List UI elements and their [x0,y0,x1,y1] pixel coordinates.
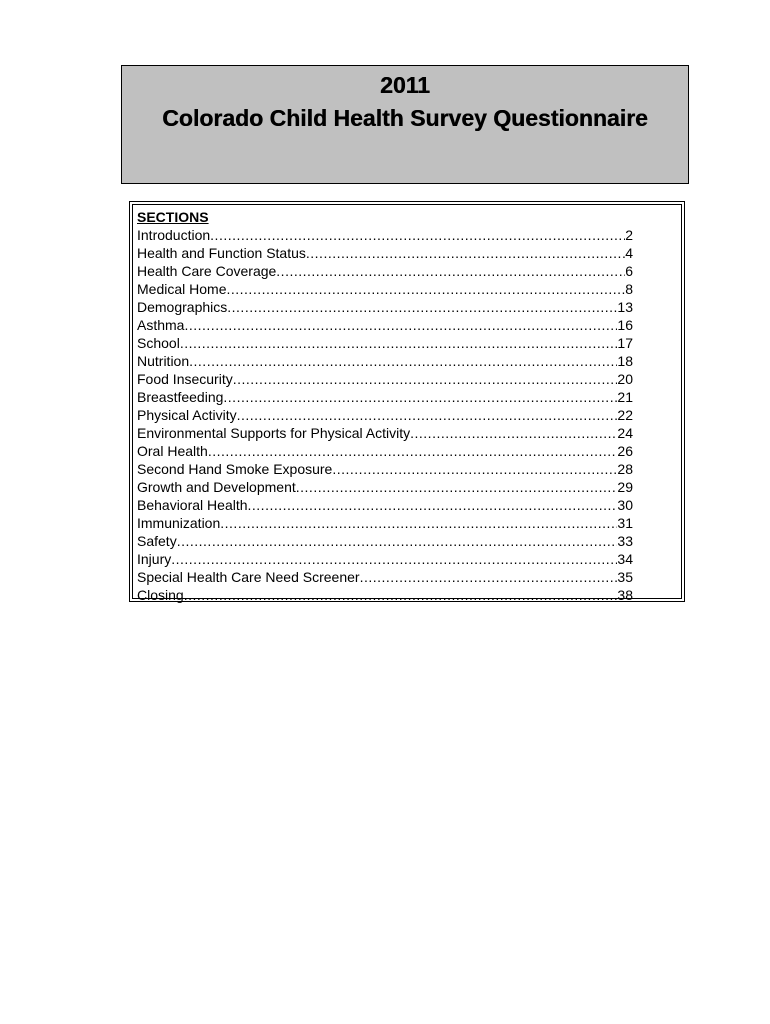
toc-entry-label: Asthma [137,317,185,333]
toc-entry-label: Closing [137,587,184,603]
toc-dot-leader [248,496,618,514]
toc-dot-leader [360,568,618,586]
table-of-contents [129,201,685,602]
toc-entry-label: Breastfeeding [137,389,224,405]
toc-entry[interactable] [137,352,633,370]
toc-entry-label: Health and Function Status [137,245,306,261]
toc-entry-page: 17 [617,335,633,351]
toc-entry-page: 38 [617,587,633,603]
toc-dot-leader [177,532,618,550]
toc-entry-label: Physical Activity [137,407,237,423]
toc-entry-page: 8 [625,281,633,297]
toc-entry-label: Growth and Development [137,479,296,495]
toc-entry[interactable] [137,586,633,604]
toc-entry-page: 28 [617,461,633,477]
toc-dot-leader [208,442,618,460]
toc-entry-page: 20 [617,371,633,387]
toc-entry[interactable] [137,514,633,532]
toc-dot-leader [226,280,625,298]
toc-dot-leader [410,424,617,442]
toc-entry[interactable] [137,334,633,352]
toc-entry[interactable] [137,496,633,514]
toc-entry[interactable] [137,568,633,586]
toc-entry-page: 33 [617,533,633,549]
toc-entry-page: 26 [617,443,633,459]
toc-entry-page: 4 [625,245,633,261]
toc-entry[interactable] [137,316,633,334]
toc-entry[interactable] [137,370,633,388]
toc-entry-label: School [137,335,180,351]
toc-dot-leader [184,586,618,604]
toc-dot-leader [296,478,618,496]
toc-entry-page: 29 [617,479,633,495]
toc-entry-page: 21 [617,389,633,405]
toc-entry-label: Immunization [137,515,221,531]
toc-entry-page: 24 [617,425,633,441]
toc-dot-leader [223,388,617,406]
toc-entry-label: Behavioral Health [137,497,248,513]
toc-entry[interactable] [137,478,633,496]
toc-dot-leader [276,262,625,280]
toc-entry-label: Second Hand Smoke Exposure [137,461,333,477]
toc-entry[interactable] [137,280,633,298]
toc-entry[interactable] [137,550,633,568]
toc-entry-page: 31 [617,515,633,531]
toc-entry-page: 18 [617,353,633,369]
toc-entry-label: Medical Home [137,281,227,297]
toc-dot-leader [220,514,617,532]
document-title: Colorado Child Health Survey Questionnaire [162,105,648,131]
title-box [121,65,689,184]
toc-dot-leader [233,370,618,388]
toc-entry[interactable] [137,532,633,550]
toc-entry[interactable] [137,406,633,424]
toc-entry-page: 16 [617,317,633,333]
toc-entry-label: Nutrition [137,353,190,369]
toc-entry-page: 6 [625,263,633,279]
toc-entry-label: Injury [137,551,172,567]
toc-entry-page: 2 [625,227,633,243]
toc-dot-leader [184,316,617,334]
document-year: 2011 [380,72,430,98]
toc-dot-leader [189,352,617,370]
toc-entry-label: Demographics [137,299,228,315]
toc-entry-label: Special Health Care Need Screener [137,569,360,585]
toc-dot-leader [237,406,618,424]
toc-entry-label: Oral Health [137,443,208,459]
toc-entry-label: Environmental Supports for Physical Activity [137,425,411,441]
toc-entry-page: 22 [617,407,633,423]
toc-entry-label: Food Insecurity [137,371,233,387]
toc-dot-leader [227,298,617,316]
toc-entry-page: 13 [617,299,633,315]
toc-entry[interactable] [137,298,633,316]
toc-entry[interactable] [137,424,633,442]
toc-entry[interactable] [137,388,633,406]
toc-dot-leader [306,244,625,262]
toc-list [137,226,633,604]
toc-entry-label: Health Care Coverage [137,263,277,279]
toc-entry-page: 30 [617,497,633,513]
toc-entry-label: Safety [137,533,177,549]
toc-inner-frame [132,204,682,603]
toc-dot-leader [210,226,625,244]
toc-entry-label: Introduction [137,227,211,243]
toc-entry[interactable] [137,460,633,478]
toc-entry[interactable] [137,442,633,460]
toc-entry[interactable] [137,244,633,262]
toc-entry-page: 34 [617,551,633,567]
toc-dot-leader [332,460,617,478]
toc-dot-leader [171,550,617,568]
toc-dot-leader [180,334,618,352]
toc-entry-page: 35 [617,569,633,585]
toc-entry[interactable] [137,226,633,244]
toc-entry[interactable] [137,262,633,280]
toc-heading: SECTIONS [137,209,209,225]
